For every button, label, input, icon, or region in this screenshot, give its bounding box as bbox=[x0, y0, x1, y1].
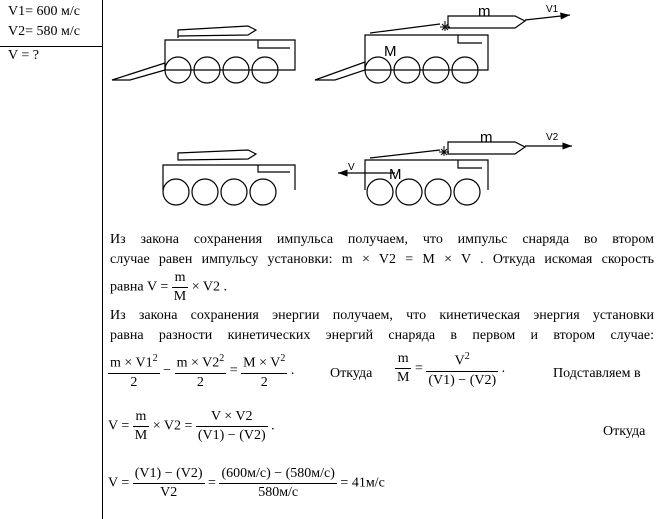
launcher-3 bbox=[163, 150, 295, 205]
given-find: V = ? bbox=[8, 48, 39, 63]
label-M-2: M bbox=[389, 166, 402, 183]
otkuda-1: Откуда bbox=[330, 366, 373, 381]
launcher-1 bbox=[112, 26, 295, 83]
otkuda-2: Откуда bbox=[603, 424, 646, 439]
label-v: V bbox=[348, 162, 355, 173]
p2-line2: равна разности кинетических энергий снаряда в первом и втором случае: bbox=[110, 328, 654, 343]
p2-line1: Из закона сохранения энергии получаем, что кинетическая энергия установки bbox=[110, 308, 654, 323]
label-m-1: m bbox=[478, 3, 491, 20]
formula-energy: $\frac{m \times V1^2}{2}$ − $\frac{m \times V2^2}{2}$ = $\frac{M \times V^2}{2}$ . bbox=[108, 350, 294, 392]
p1-line1: Из закона сохранения импульса получаем, что импульс снаряда во втором bbox=[110, 232, 654, 247]
label-M-1: M bbox=[384, 43, 397, 60]
paragraph-momentum bbox=[110, 230, 654, 270]
blast-marks bbox=[439, 21, 450, 156]
label-m-2: m bbox=[480, 129, 493, 146]
paragraph-energy bbox=[110, 306, 654, 346]
label-v1: V1 bbox=[546, 4, 559, 15]
launcher-4 bbox=[338, 142, 572, 205]
label-v2: V2 bbox=[546, 132, 559, 143]
launcher-figures bbox=[0, 0, 667, 225]
formula-v: V = $\frac{m}{M}$ × V2 = $\frac{V \times V2}{(V1) - (V2)}$ . bbox=[108, 409, 275, 443]
p1-line2: случае равен импульсу установки: m × V2 = M × V . Откуда искомая скорость bbox=[110, 252, 654, 267]
formula-mass-ratio: $\frac{m}{M}$ = $\frac{V^2}{(V1) - (V2)}$ . bbox=[395, 348, 505, 390]
formula-result: V = $\frac{(V1) - (V2)}{V2}$ = $\frac{(600м/с) - (580м/с)}{580м/с}$ = 41м/с bbox=[108, 466, 385, 500]
formula-v-ratio: равна V = $\frac{m}{M}$ × V2 . bbox=[110, 270, 228, 304]
podstavlyaem: Подставляем в bbox=[553, 366, 641, 381]
given-v2: V2= 580 м/с bbox=[8, 24, 80, 39]
given-v1: V1= 600 м/с bbox=[8, 4, 80, 19]
